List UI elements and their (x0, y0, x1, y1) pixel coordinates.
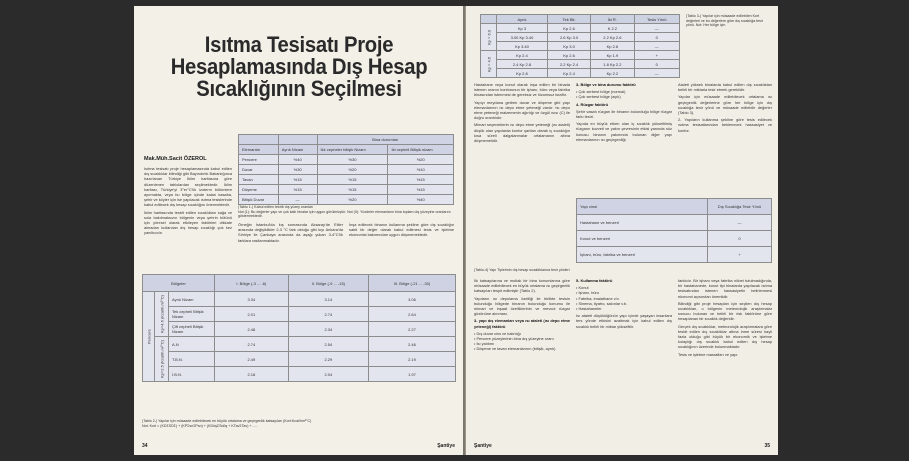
table-row: Çift cepheli Bitişik Nizam 2.48 2.34 2.27 (143, 322, 456, 337)
section-heading: 3- yapı dış elemanları veya ısı ataleti (ısı depo etme yeteneği) faktörü (474, 318, 570, 329)
table-3-note: (Tablo 3-) Yapılar için müsaade edilebilen Kort değerleri ve bu değerlere göre dış sıcaklığa tesir yönü. Not: Her bölge için (686, 14, 763, 28)
table-2 (142, 274, 456, 382)
table-4-header: Yapı cinsi (577, 199, 708, 215)
table-2-group-b: Kp=2.5 (Kcal/h.m²°C) (155, 337, 169, 382)
intro-paragraph-2: İklim haritasında tesbit edilen sıcaklıkları sağa ve sola bakılmaksızın bölgenin veya şehrin bütünü için yöresel olarak etkileyen faktörleri dikkate almadan kullanılan dış hesap sıcaklığı çok kez yanıltıcıdır. (144, 209, 232, 236)
table-2-group-a: Kp=4.6 (Kcal/h.m²°C) (155, 292, 169, 337)
intro-paragraph-1: Isıtma tesisatı proje hesaplamasında kabul edilen dış sıcaklıklar bilindiği gibi Bayındırlık Bakanlığınca hazırlanan Türkiye İklim haritasına göre düzenlenen tablolardan seçilmektedir. İklim haritası, Türkiye'yi 3°er°C'lik izoterm bölümlere ayırmakta, veya bu bölge içinde kalan kasaba, şehir ve köyler için ise yapılacak ısıtma tesislerinde kabul edilecek dış hesap sıcaklığını önermektedir. (144, 166, 232, 208)
table-4-caption: (Tablo-4) Yapı Tiplerinin dış hesap sıcaklıklarına tesir yönleri (474, 268, 570, 272)
section-heading: 4- Rüzgar faktörü (576, 101, 608, 107)
section-heading: 5- Kullanma faktörü (576, 278, 613, 283)
table-2-header: I. Bölge (-3 ... -6) (215, 275, 289, 292)
table-row: Konut ve benzeri 0 (577, 231, 772, 247)
left-page (134, 6, 463, 455)
page-number-right: 35 (764, 443, 770, 449)
mid-paragraph-1: Örneğin İstanbul'da kış sonrasında Aksaray'de Etiler arasında değişiklikler 2-3 °C fark olduğu gibi kıyı Ankara'da Sıhhiye ile Çankaya arasında da aşağı yukarı 3-4°C'lik farklara rastlanmaktadır. (238, 222, 343, 243)
intro-column (144, 166, 232, 266)
right-bottom-column-a: İlk katsayılarına ve mutlak bir bina konumlarına göre müsaade edilebilecek en büyük ortalama ısı geçirgenlik katsayıları tespit edilmiştir (Tablo 2). Yapıların ısı depolama özelliği ile birlikte tesisin bulunduğu bölgede binanın bulunduğu konumu ile mimari ve inşaat özelliklerinin ve mevcut rüzgar gözönüne alınması. 3- yapı dış elemanları veya ısı ataleti (ısı depo etme yeteneği) faktörü • Dış duvar cins ve kalınlığı • Pencere yüzeylerinin bina dış yüzeyine oranı • İsı yalıtımı • Döşeme ve tavan elemanlarının (bitişik, ayrık) (474, 278, 570, 352)
table-2-header: Bölgeler (143, 275, 215, 292)
table-row: Tek cepheli Bitişik Nizam 2.01 2.74 2.64 (143, 307, 456, 322)
title-line-2: Hesaplamasında Dış Hesap (170, 54, 428, 79)
table-row: Bitişik Duvar — %20 %40 (239, 195, 454, 205)
table-1-note: Not (1): Bu değerler yapı ve çok katlı binalar için uygun görülmüştür. Not (II): Yüzdeler elemanların bina toplam dış yüzeyine oranlarını göstermektedir. (238, 209, 451, 219)
right-bottom-column-b: 5- Kullanma faktörü • Konut • İşhanı, büro • Fabrika, imalathane v.b. • Sinema, tiyatro, salonlar v.b. • Hastahaneler Isı ataleti düşüklüğünün yapı içinde yaşayan insanlara ters yönde etkisini azaltmak için kabul edilen dış sıcaklık belirli bir miktar yükseltilir. (576, 278, 672, 329)
table-1-header: İkk cepheler bitişik Nizam (317, 145, 388, 155)
table-row: Kp = 6.0 Kp 3 Kp 2.6 K 2.2 — (481, 24, 680, 33)
table-1-header: Ayrık Nizam (278, 145, 317, 155)
table-3-header: Tek Bit. (547, 15, 590, 24)
table-3 (480, 14, 680, 78)
table-3-side-a: Kp = 6.0 (481, 24, 497, 51)
brand-name-right: Şantiye (474, 443, 492, 449)
mid-paragraph-2: İnşa edilecek binanın kullanma şekline göre dış sıcaklığın sabit bir değer olarak kabul edilmesi tesis ve işletme ekonomisi bakımından uygun düşmemektedir. (349, 222, 454, 238)
table-3-header: Ayrık (497, 15, 548, 24)
author-name: Mak.Müh.Sacit ÖZEROL (144, 156, 207, 162)
table-row: Pencere %40 %30 %20 (239, 155, 454, 165)
table-4 (576, 198, 772, 263)
table-row: İşhanı, büro, fabrika ve benzeri + (577, 247, 772, 263)
title-line-1: Isıtma Tesisatı Proje (204, 32, 394, 57)
table-2-caption: (Tablo 2-) Yapılar için müsaade edilebilecek en büyük ortalama ve geçirgenlik katsayıları (Kort:Kcal/hm²°C) Not: Kort = (ΚDΣSDΣ) + (ΚPΣsnΣPsn) + (ΚDöşΣSdöş + ΚTavΣTav) + ..... (142, 419, 456, 428)
table-row: Tavan %15 %15 %15 (239, 175, 454, 185)
right-page (466, 6, 778, 455)
table-row: İ.B.N. 2.18 2.04 1.97 (143, 367, 456, 382)
table-1-group-header: Bina durumları (317, 135, 453, 145)
section-heading: 3- Bölge ve bina durumu faktörü (576, 82, 636, 87)
table-2-side-label: Pencere (143, 292, 155, 382)
right-column-b: 3- Bölge ve bina durumu faktörü • Çok serbest bölge (normal) • Çok serbest bölge (açık) 4- Rüzgar faktörü Şehir vasatı rüzgarı ile binanın bulunduğu bölge rüzgar farkı tesiri. Yapıda en büyük etken olan iç sıcaklık yükseltilmiş rüzgarın kuvveti ve yakın çevresinin etkisi yanında söz konusu binanın yakınında bulunan diğer yapı elemanlarının ısı geçirgenliği. (576, 82, 672, 142)
right-column-c: Ataleti yüksek binalarda kabul edilen dış sıcaklıktan belirli bir miktarla tesir etmek gereklidir. Yapılar için müsaade edilebilecek ortalama ısı geçirgenlik değerlerine göre her bölge için dış sıcaklığa tesir yönü ve müsaade edilebilir değerler (Tablo 3). 2- Yapıların kullanma şekline göre tesis edilecek ısıtma tesisatlarından beklenecek hassasiyet ve konfor. (678, 82, 772, 133)
table-row: Kp=2.5 (Kcal/h.m²°C) A.N 2.74 2.54 2.46 (143, 337, 456, 352)
table-3-header: Tesis Yönü (634, 15, 679, 24)
table-row: Hastahane ve benzeri — (577, 215, 772, 231)
table-row: Kp = 4.6 Kp 2.4 Kp 2.6 Kp 1.9 + (481, 51, 680, 60)
table-row: T.B.N. 2.49 2.29 2.19 (143, 352, 456, 367)
table-row: 3.00 Kp 3.40 2.6 Kp 3.0 2.2 Kp 2.6 0 (481, 33, 680, 42)
table-3-side-b: Kp = 4.6 (481, 51, 497, 78)
right-column-a: Hastahane veya konut olarak inşa edilen bir binada istenen oranın konforunun bir işhanı, büro veya fabrika binasından istenmesi de gereksiz ve lüzumsuz israftır. Yapıyı meydana getiren duvar ve döşeme gibi yapı elemanlarının ısı depo etme yeteneği vardır. Isı depo etme yeteneği malzemenin ağırlığı ve özgül ısısı (C) ile doğru orantılıdır. Mimari seçeneklerin ısı depo etme yeteneği (ısı ataleti) düşük olan yapılarda konfor şartları olarak iç sıcaklığın kısa süreli dalgalanmalar ortalamanın altına düşmemelidir. (474, 82, 570, 144)
article-title (166, 34, 433, 100)
table-row: Kp 2.8 Kp 2.4 Kp 2.2 — (481, 69, 680, 78)
mid-text (238, 222, 454, 270)
table-row: 2.4 Kp 2.8 2.2 Kp 2.4 1.8 Kp 2.2 0 (481, 60, 680, 69)
table-2-header: III. Bölge (-21 ... -30) (369, 275, 456, 292)
table-2-header: II. Bölge (-9 ... -15) (288, 275, 368, 292)
brand-name-left: Şantiye (437, 443, 455, 449)
right-bottom-column-c: farklıdır. Bir işhanı veya fabrika nöbet tutulmadığında, bir hastahanede, konut tipi binalarda yapılacak ısıtma tesisatından istenen hassasiyetin belirlenmesi ekonomi açısından önemlidir. Bilindiği gibi proje hesapları için seçilen dış hesap sıcaklıkları, o bölgenin meteorolojik araştırmalar sonucu bulunan ve belirli bir risk faktörüne göre hesaplanan bir sıcaklık değeridir. Gerçek dış sıcaklıklar, meteorolojik araştırmalara göre tesbit edilen dış sıcaklıklar altına inme süresi hayli fazla olduğu gibi büyük bir ekonomik ve işletme kolaylığı dış sıcaklık kabul edilen dış hesap sıcaklığının üzerinde bulunmaktadır. Tesis ve işletme masrafları ve yapı (678, 278, 772, 357)
table-4-header: Dış Sıcaklığa Tesir Yönü (708, 199, 772, 215)
table-row: Pencere Kp=4.6 (Kcal/h.m²°C) Ayrık Nizam 3.34 3.14 3.06 (143, 292, 456, 307)
table-1-caption: (Tablo 1-) Kabul edilen tekrib dış yüzey oranları Not (1): Bu değerler yapı ve çok katlı binalar için uygun görülmüştür. Not (II): Yüzdeler elemanların bina toplam dış yüzeyine oranlarını göstermektedir. (238, 205, 454, 219)
table-row: Döşeme %15 %15 %15 (239, 185, 454, 195)
table-1-header: Elemanlar (239, 145, 279, 155)
title-line-3: Sıcaklığının Seçilmesi (196, 76, 402, 101)
page-number-left: 34 (142, 443, 148, 449)
table-row: Duvar %30 %20 %10 (239, 165, 454, 175)
table-1-header: İki cepheli Bitişik nizam (388, 145, 454, 155)
table-2-formula: Not: Kort = (ΚDΣSDΣ) + (ΚPΣsnΣPsn) + (ΚDöşΣSdöş + ΚTavΣTav) + ..... (142, 423, 258, 428)
table-3-header: İki R. (591, 15, 634, 24)
table-row: Kp 3.40 Kp 3.0 Kp 2.6 — (481, 42, 680, 51)
table-1 (238, 134, 454, 205)
